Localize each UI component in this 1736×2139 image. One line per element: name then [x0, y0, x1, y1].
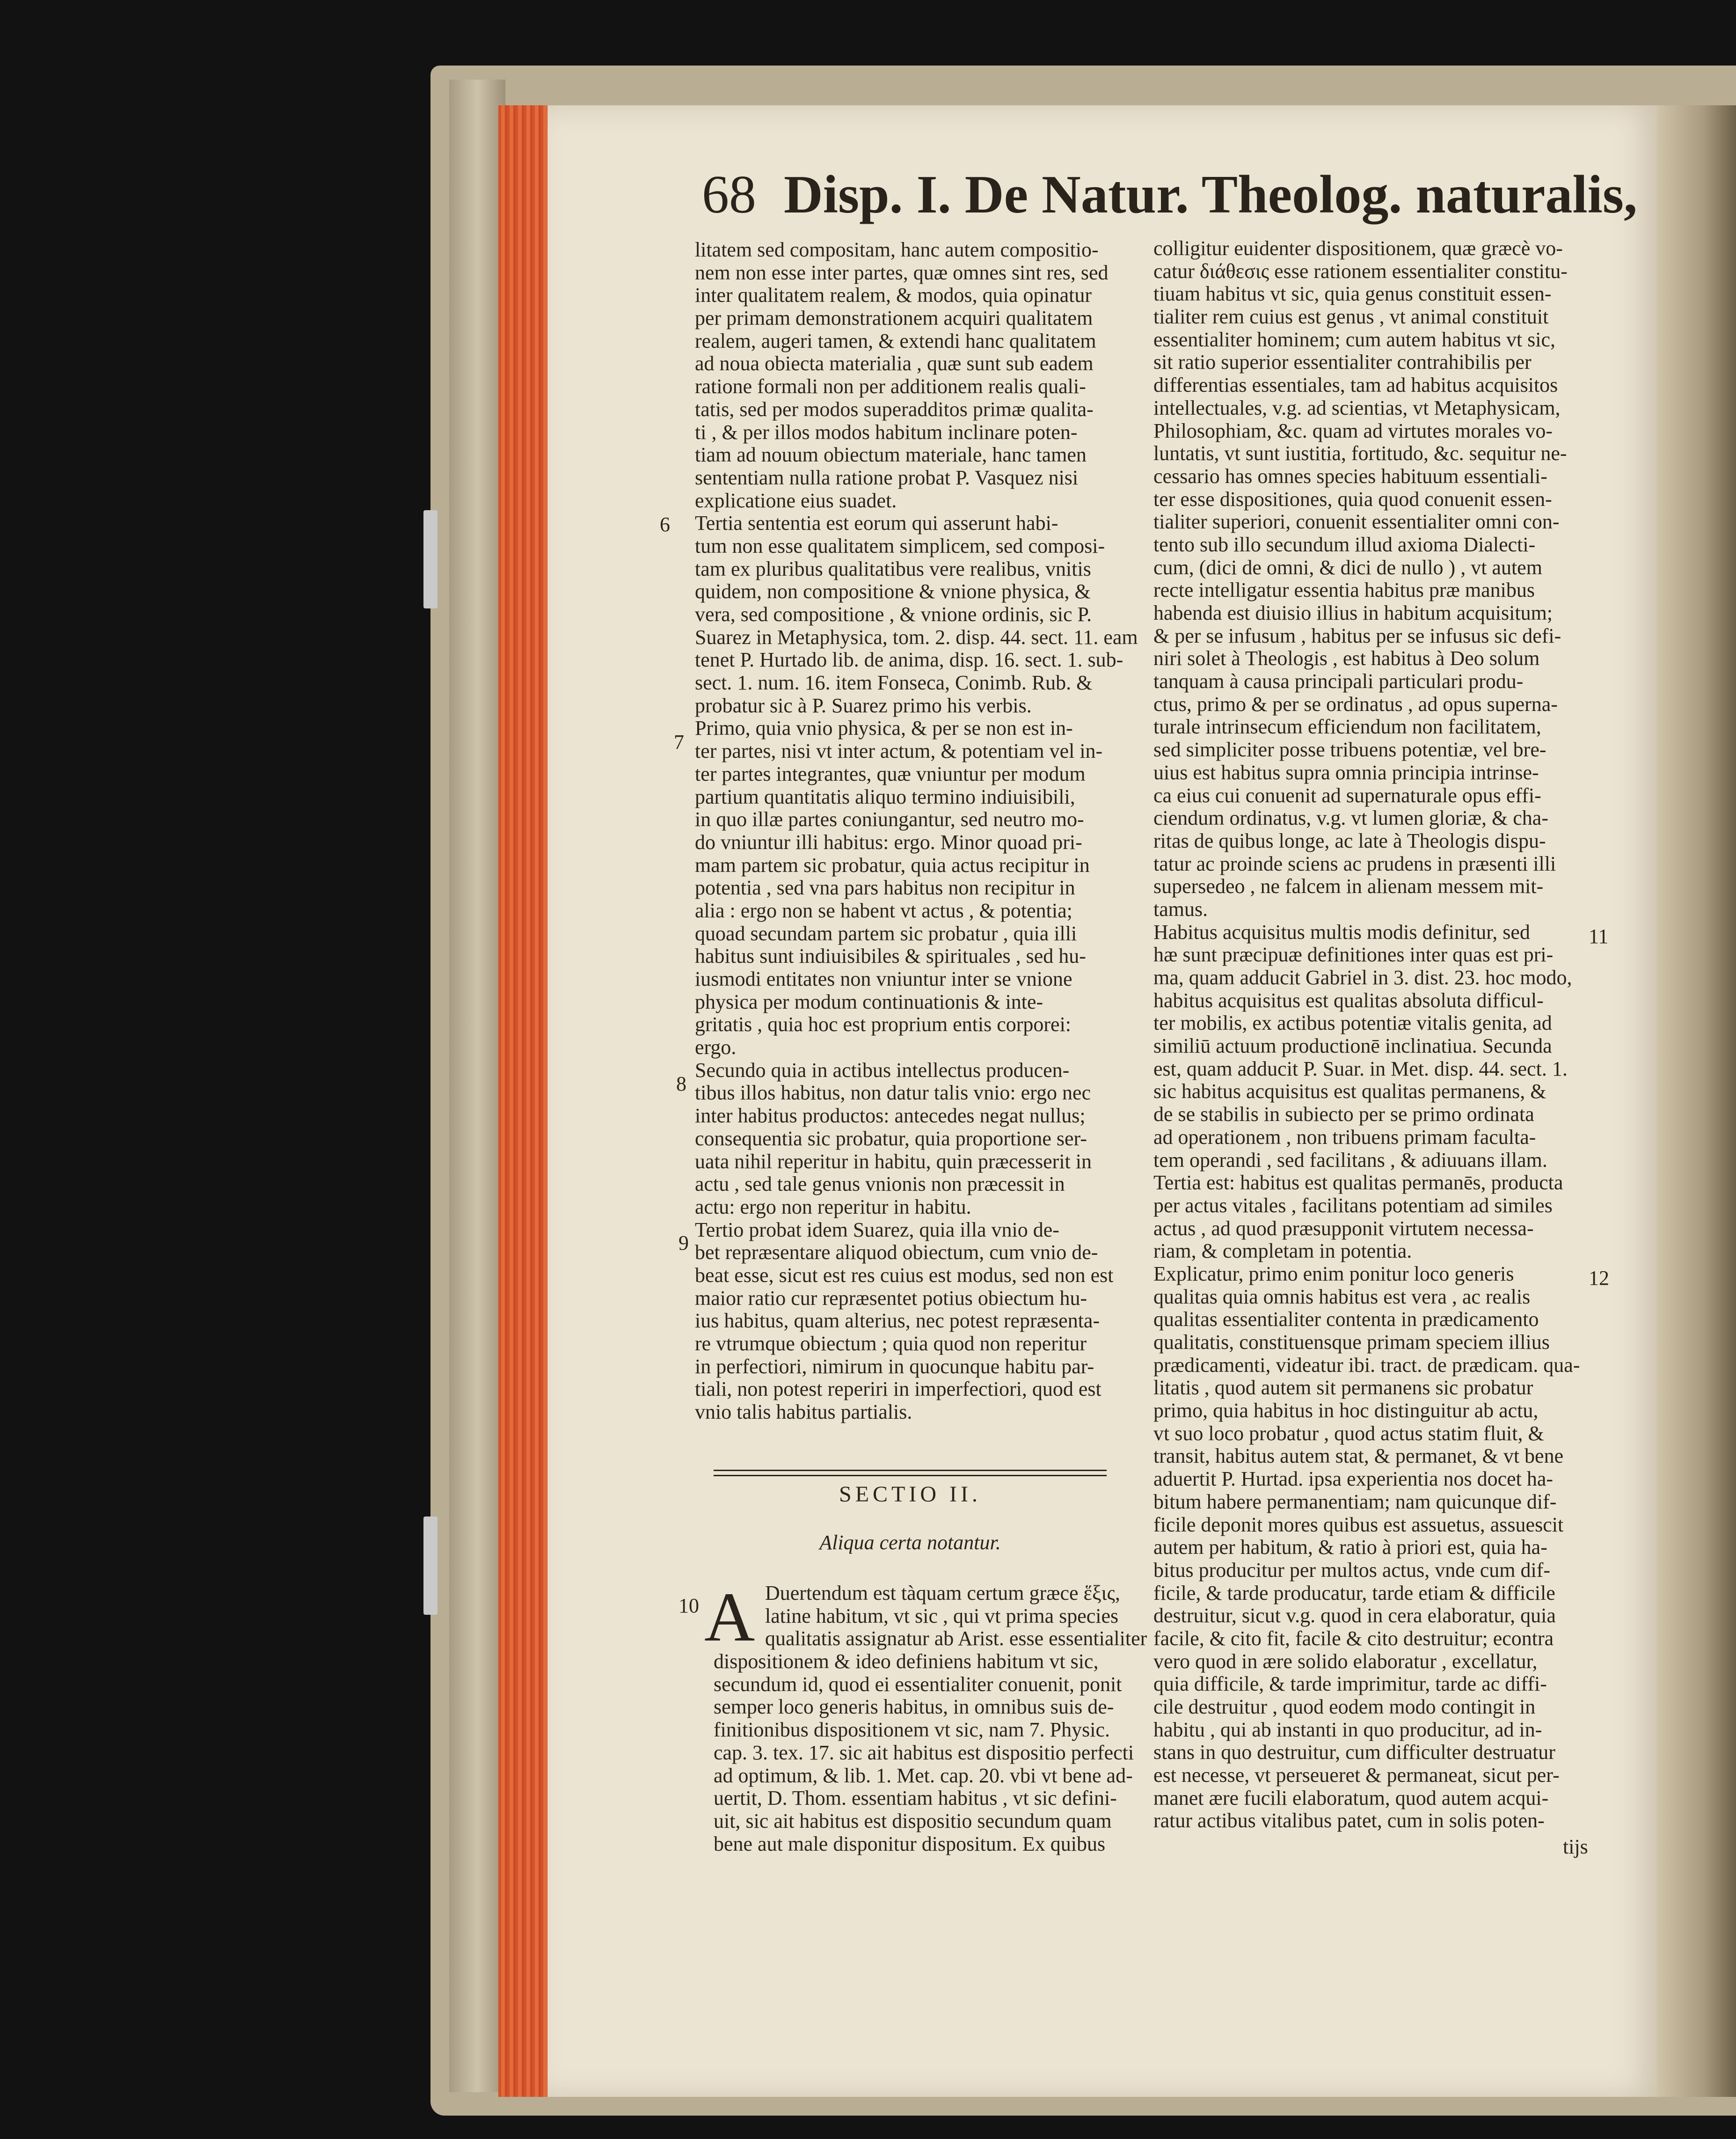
running-title: Disp. I. De Natur. Theolog. naturalis, — [784, 165, 1638, 225]
text-line: differentias essentiales, tam ad habitus acquisitos — [1153, 374, 1558, 397]
page-fore-edge — [1654, 105, 1736, 2097]
text-line: ratione formali non per additionem realis quali- — [695, 375, 1086, 398]
text-line: Habitus acquisitus multis modis definitur, sed — [1153, 920, 1530, 944]
text-line: destruitur, sicut v.g. quod in cera elaboratur, quia — [1153, 1604, 1556, 1627]
text-line: tiam ad nouum obiectum materiale, hanc tamen — [695, 443, 1087, 467]
text-line: uertit, D. Thom. essentiam habitus , vt sic defini- — [714, 1787, 1117, 1810]
text-line: nem non esse inter partes, quæ omnes sint res, sed — [695, 261, 1109, 284]
text-line: Tertia sententia est eorum qui asserunt habi- — [695, 512, 1058, 535]
text-line: uit, sic ait habitus est dispositio secundum quam — [714, 1809, 1112, 1832]
text-line: semper loco generis habitus, in omnibus suis de- — [714, 1695, 1114, 1719]
text-line: actu , sed tale genus vnionis non præcessit in — [695, 1172, 1065, 1196]
text-line: iusmodi entitates non vniuntur inter se vnione — [695, 967, 1072, 990]
left-column-text — [695, 239, 1142, 1424]
text-line: inter habitus productos: antecedes negat nullus; — [695, 1104, 1086, 1128]
text-line: Duertendum est tàquam certum græce ἕξις, — [765, 1582, 1120, 1604]
margin-number-11: 11 — [1589, 925, 1609, 948]
text-line: similiū actuum productionē inclinatiua. Secunda — [1153, 1034, 1552, 1058]
text-line: ratur actibus vitalibus patet, cum in solis poten- — [1153, 1809, 1545, 1832]
text-line: Philosophiam, &c. quam ad virtutes morales vo- — [1153, 419, 1553, 442]
text-line: tem operandi , sed facilitans , & adiuuans illam. — [1153, 1148, 1547, 1172]
text-line: per actus vitales , facilitans potentiam ad similes — [1153, 1194, 1553, 1217]
text-line: habitus acquisitus est qualitas absoluta difficul- — [1153, 989, 1544, 1012]
text-line: tam ex pluribus qualitatibus vere realibus, vnitis — [695, 557, 1091, 580]
text-line: explicatione eius suadet. — [695, 489, 897, 512]
text-line: manet ære fucili elaboratum, quod autem acqui- — [1153, 1786, 1549, 1809]
text-line: sententiam nulla ratione probat P. Vasquez nisi — [695, 466, 1079, 489]
text-line: Tertio probat idem Suarez, quia illa vnio de- — [695, 1218, 1059, 1241]
text-line: cap. 3. tex. 17. sic ait habitus est dispositio perfecti — [714, 1741, 1134, 1764]
book-spine-edge — [449, 80, 505, 2092]
text-line: partium quantitatis aliquo termino indiuisibili, — [695, 785, 1075, 808]
text-line: maior ratio cur repræsentet potius obiectum hu- — [695, 1286, 1087, 1310]
right-column-text — [1153, 237, 1610, 1832]
text-line: ficile deponit mores quibus est assuetus, assuescit — [1153, 1513, 1564, 1536]
text-line: ficile, & tarde producatur, tarde etiam & difficile — [1153, 1581, 1555, 1604]
text-line: Suarez in Metaphysica, tom. 2. disp. 44. sect. 11. eam — [695, 625, 1138, 649]
text-line: litatis , quod autem sit permanens sic probatur — [1153, 1376, 1533, 1399]
text-line: tiali, non potest reperiri in imperfectiori, quod est — [695, 1377, 1101, 1401]
text-line: tenet P. Hurtado lib. de anima, disp. 16. sect. 1. sub- — [695, 648, 1123, 672]
text-line: litatem sed compositam, hanc autem compositio- — [695, 238, 1099, 261]
text-line: bet repræsentare aliquod obiectum, cum vnio de- — [695, 1241, 1098, 1264]
text-line: prædicamenti, videatur ibi. tract. de prædicam. qua- — [1153, 1353, 1580, 1377]
text-line: ma, quam adducit Gabriel in 3. dist. 23. hoc modo, — [1153, 966, 1572, 989]
text-line: recte intelligatur essentia habitus præ manibus — [1153, 579, 1535, 602]
text-line: tento sub illo secundum illud axioma Dialecti- — [1153, 533, 1536, 556]
text-line: ca eius cui conuenit ad supernaturale opus effi- — [1153, 784, 1541, 807]
text-line: quidem, non compositione & vnione physica, & — [695, 580, 1091, 603]
text-line: uata nihil reperitur in habitu, quin præcesserit in — [695, 1150, 1092, 1173]
text-line: finitionibus dispositionem vt sic, nam 7. Physic. — [714, 1718, 1110, 1742]
text-line: Primo, quia vnio physica, & per se non est in- — [695, 717, 1073, 740]
text-line: Explicatur, primo enim ponitur loco generis — [1153, 1262, 1514, 1285]
text-line: bitus producitur per multos actus, vnde cum dif- — [1153, 1558, 1551, 1582]
text-line: re vtrumque obiectum ; quia quod non reperitur — [695, 1332, 1087, 1355]
text-line: tatur ac proinde sciens ac prudens in præsenti illi — [1153, 852, 1556, 875]
margin-number-8: 8 — [676, 1072, 686, 1095]
text-line: colligitur euidenter dispositionem, quæ græcè vo- — [1153, 237, 1563, 260]
text-line: beat esse, sicut est res cuius est modus, sed non est — [695, 1263, 1114, 1287]
red-page-edges — [498, 105, 550, 2097]
section-rule — [714, 1470, 1107, 1476]
text-line: cessario has omnes species habituum essentiali- — [1153, 464, 1547, 488]
text-line: in quo illæ partes coniungantur, sed neutro mo- — [695, 808, 1084, 831]
text-line: habenda est diuisio illius in habitum acquisitum; — [1153, 601, 1553, 624]
text-line: ad optimum, & lib. 1. Met. cap. 20. vbi vt bene ad- — [714, 1764, 1133, 1787]
text-line: tibus illos habitus, non datur talis vnio: ergo nec — [695, 1081, 1091, 1105]
section-heading: SECTIO II. — [839, 1482, 981, 1507]
text-line: ti , & per illos modos habitum inclinare poten- — [695, 420, 1078, 444]
text-line: gritatis , quia hoc est proprium entis corporei: — [695, 1013, 1072, 1036]
text-line: latine habitum, vt sic , qui vt prima species — [765, 1604, 1119, 1627]
margin-number-6: 6 — [660, 513, 670, 536]
text-line: ritas de quibus longe, ac late à Theologis dispu- — [1153, 829, 1546, 852]
text-line: sic habitus acquisitus est qualitas permanens, & — [1153, 1080, 1546, 1103]
text-line: Secundo quia in actibus intellectus producen- — [695, 1058, 1070, 1082]
text-line: quia difficile, & tarde imprimitur, tarde ac diffi- — [1153, 1672, 1547, 1696]
text-line: aduertit P. Hurtad. ipsa experientia nos docet ha- — [1153, 1467, 1554, 1491]
text-line: niri solet à Theologis , est habitus à Deo solum — [1153, 647, 1540, 670]
text-line: ad operationem , non tribuens primam faculta- — [1153, 1125, 1536, 1149]
text-line: alia : ergo non se habent vt actus , & potentia; — [695, 899, 1072, 922]
section-subtitle: Aliqua certa notantur. — [819, 1531, 1001, 1554]
text-line: probatur sic à P. Suarez primo his verbis. — [695, 694, 1032, 717]
text-line: tamus. — [1153, 897, 1208, 921]
text-line: qualitatis, constituensque primam speciem illius — [1153, 1331, 1550, 1354]
text-line: physica per modum continuationis & inte- — [695, 990, 1043, 1013]
text-line: supersedeo , ne falcem in alienam messem mit- — [1153, 875, 1544, 898]
text-line: est necesse, vt perseueret & permaneat, sicut per- — [1153, 1764, 1560, 1787]
text-line: inter qualitatem realem, & modos, quia opinatur — [695, 284, 1092, 307]
text-line: secundum id, quod ei essentialiter conuenit, ponit — [714, 1672, 1122, 1696]
margin-number-7: 7 — [674, 731, 684, 754]
text-line: actus , ad quod præsupponit virtutem necessa- — [1153, 1216, 1534, 1240]
margin-number-12: 12 — [1589, 1267, 1609, 1289]
text-line: Tertia est: habitus est qualitas permanēs, producta — [1153, 1171, 1563, 1194]
running-head — [702, 164, 1638, 234]
text-line: bitum habere permanentiam; nam quicunque dif- — [1153, 1490, 1557, 1513]
text-line: luntatis, vt sunt iustitia, fortitudo, &c. sequitur ne- — [1153, 442, 1567, 465]
text-line: consequentia sic probatur, quia proportione ser- — [695, 1127, 1087, 1150]
text-line: per primam demonstrationem acquiri qualitatem — [695, 307, 1093, 330]
text-line: vt suo loco probatur , quod actus statim fluit, & — [1153, 1421, 1544, 1445]
text-line: ius habitus, quam alterius, nec potest repræsenta- — [695, 1309, 1100, 1333]
text-line: habitu , qui ab instanti in quo producitur, ad in- — [1153, 1718, 1542, 1741]
text-line: tiuam habitus vt sic, quia genus constituit essen- — [1153, 282, 1552, 306]
text-line: vero quod in ære solido elaboratur , excellatur, — [1153, 1649, 1538, 1673]
text-line: cile destruitur , quod eodem modo contingit in — [1153, 1695, 1536, 1718]
text-line: ter partes, nisi vt inter actum, & potentiam vel in- — [695, 740, 1103, 763]
catchword: tijs — [1563, 1835, 1588, 1858]
text-line: qualitatis assignatur ab Arist. esse essentialiter — [765, 1627, 1147, 1650]
text-line: vera, sed compositione , & vnione ordinis, sic P. — [695, 603, 1092, 626]
text-line: turale intrinsecum efficiendum non facilitatem, — [1153, 715, 1541, 739]
text-line: primo, quia habitus in hoc distinguitur ab actu, — [1153, 1399, 1539, 1422]
text-line: & per se infusum , habitus per se infusus sic defi- — [1153, 624, 1561, 647]
section-body-text — [714, 1582, 1147, 1855]
text-line: actu: ergo non reperitur in habitu. — [695, 1195, 971, 1218]
text-line: de se stabilis in subiecto per se primo ordinata — [1153, 1103, 1534, 1126]
margin-number-10: 10 — [678, 1594, 699, 1617]
text-line: dispositionem & ideo definiens habitum vt sic, — [714, 1650, 1099, 1673]
text-line: qualitas essentialiter contenta in prædicamento — [1153, 1308, 1539, 1331]
text-line: ter esse dispositiones, quia quod conuenit essen- — [1153, 487, 1552, 511]
text-line: uius est habitus supra omnia principia intrinse- — [1153, 761, 1539, 784]
text-line: ter mobilis, ex actibus potentiæ vitalis genita, ad — [1153, 1011, 1552, 1035]
text-line: est, quam adducit P. Suar. in Met. disp. 44. sect. 1. — [1153, 1057, 1568, 1080]
text-line: tialiter rem cuius est genus , vt animal constituit — [1153, 305, 1549, 329]
text-line: stans in quo destruitur, cum difficulter destruatur — [1153, 1741, 1555, 1764]
text-line: essentialiter hominem; cum autem habitus vt sic, — [1153, 328, 1556, 351]
text-line: bene aut male disponitur dispositum. Ex quibus — [714, 1832, 1106, 1855]
text-line: hæ sunt præcipuæ definitiones inter quas est pri- — [1153, 943, 1554, 967]
text-line: in perfectiori, nimirum in quocunque habitu par- — [695, 1355, 1094, 1378]
text-line: transit, habitus autem stat, & permanet, & vt bene — [1153, 1444, 1564, 1468]
text-line: tum non esse qualitatem simplicem, sed composi- — [695, 534, 1105, 557]
text-line: sit ratio superior essentialiter contrahibilis per — [1153, 351, 1532, 374]
text-line: riam, & completam in potentia. — [1153, 1239, 1412, 1263]
page-clip-bottom — [423, 1516, 438, 1615]
text-line: catur διάθεσις esse rationem essentialiter constitu- — [1153, 259, 1568, 283]
page-clip-top — [423, 510, 438, 608]
text-line: ad noua obiecta materialia , quæ sunt sub eadem — [695, 352, 1094, 375]
text-line: vnio talis habitus partialis. — [695, 1400, 912, 1424]
text-line: quoad secundam partem sic probatur , quia illi — [695, 922, 1077, 945]
text-line: ctus, primo & per se ordinatus , ad opus superna- — [1153, 692, 1558, 716]
text-line: facile, & cito fit, facile & cito destruitur; econtra — [1153, 1626, 1554, 1650]
text-line: tatis, sed per modos superadditos primæ qualita- — [695, 397, 1094, 421]
text-line: ciendum ordinatus, v.g. vt lumen gloriæ, & cha- — [1153, 806, 1548, 830]
text-line: intellectuales, v.g. ad scientias, vt Metaphysicam, — [1153, 396, 1561, 419]
text-line: mam partem sic probatur, quia actus recipitur in — [695, 853, 1090, 877]
text-line: sect. 1. num. 16. item Fonseca, Conimb. Rub. & — [695, 671, 1093, 695]
text-line: sed simpliciter posse tribuens potentiæ, vel bre- — [1153, 738, 1546, 762]
text-line: ergo. — [695, 1036, 737, 1059]
text-line: tialiter superiori, conuenit essentialiter omni con- — [1153, 510, 1560, 534]
text-line: potentia , sed vna pars habitus non recipitur in — [695, 876, 1075, 900]
text-line: tanquam à causa principali particulari produ- — [1153, 670, 1524, 693]
drop-cap: A — [704, 1578, 755, 1656]
page-number: 68 — [702, 165, 756, 225]
text-line: realem, augeri tamen, & extendi hanc qualitatem — [695, 329, 1096, 352]
text-line: habitus sunt indiuisibiles & spirituales , sed hu- — [695, 945, 1086, 968]
text-line: ter partes integrantes, quæ vniuntur per modum — [695, 762, 1086, 785]
text-line: cum, (dici de omni, & dici de nullo ) , vt autem — [1153, 556, 1542, 579]
text-line: do vniuntur illi habitus: ergo. Minor quoad pri- — [695, 830, 1082, 854]
text-line: qualitas quia omnis habitus est vera , ac realis — [1153, 1285, 1531, 1308]
margin-number-9: 9 — [678, 1231, 689, 1254]
text-line: autem per habitum, & ratio à priori est, quia ha- — [1153, 1536, 1547, 1559]
